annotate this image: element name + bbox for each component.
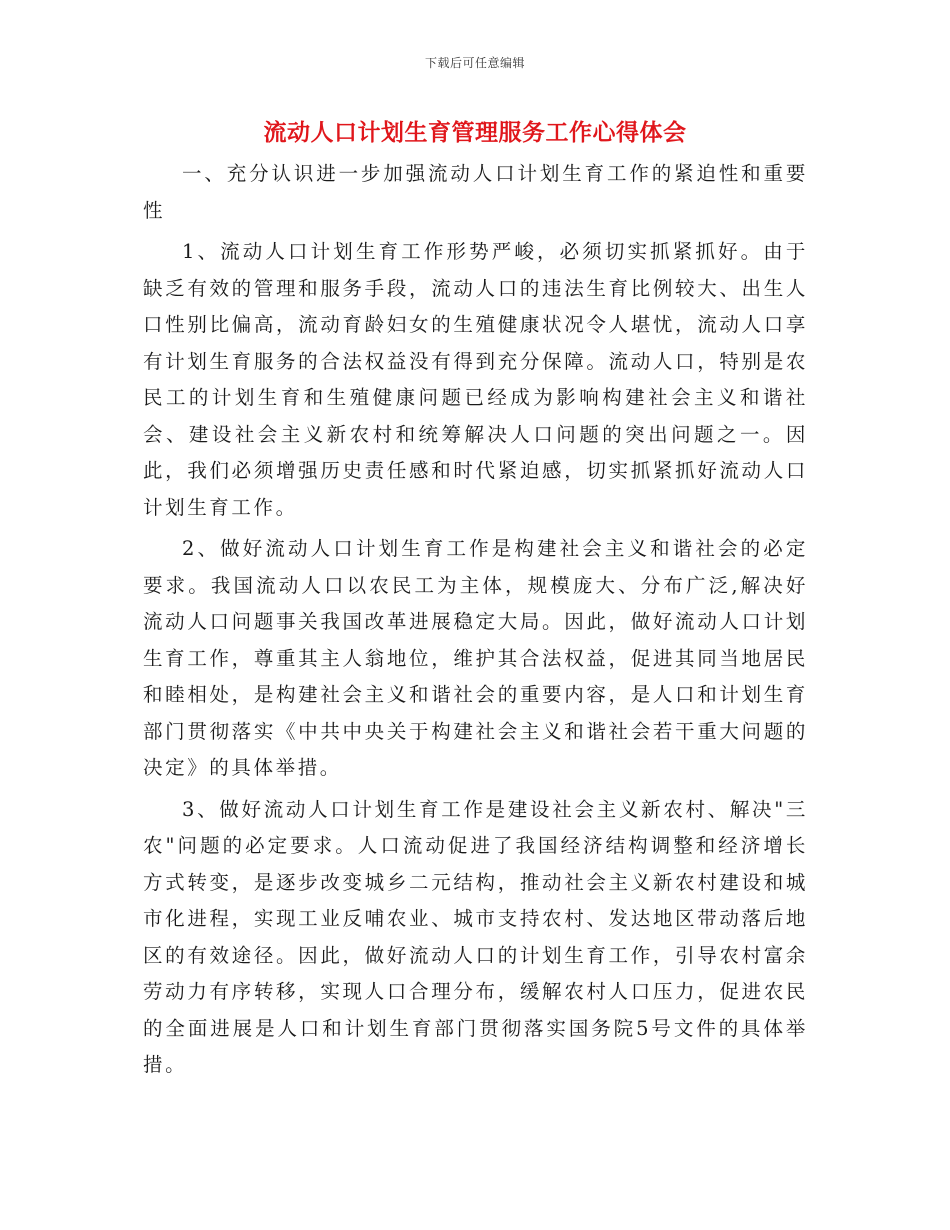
paragraph-3: 3、做好流动人口计划生育工作是建设社会主义新农村、解决"三农"问题的必定要求。人口流动促进了我国经济结构调整和经济增长方式转变，是逐步改变城乡二元结构，推动社会主义新农村建设和城市化进程，实现工业反哺农业、城市支持农村、发达地区带动落后地区的有效途径。因此，做好流动人口的计划生育工作，引导农村富余劳动力有序转移，实现人口合理分布，缓解农村人口压力，促进农民的全面进展是人口和计划生育部门贯彻落实国务院5号文件的具体举措。: [143, 797, 808, 1076]
paragraph-1: 1、流动人口计划生育工作形势严峻，必须切实抓紧抓好。由于缺乏有效的管理和服务手段，流动人口的违法生育比例较大、出生人口性别比偏高，流动育龄妇女的生殖健康状况令人堪忧，流动人口享有计划生育服务的合法权益没有得到充分保障。流动人口，特别是农民工的计划生育和生殖健康问题已经成为影响构建社会主义和谐社会、建设社会主义新农村和统筹解决人口问题的突出问题之一。因此，我们必须增强历史责任感和时代紧迫感，切实抓紧抓好流动人口计划生育工作。: [143, 240, 808, 519]
document-body: [143, 156, 808, 1089]
document-title: 流动人口计划生育管理服务工作心得体会: [263, 119, 687, 146]
header-note: 下载后可任意编辑: [424, 56, 525, 70]
section-heading-1: 一、充分认识进一步加强流动人口计划生育工作的紧迫性和重要性: [143, 162, 808, 222]
paragraph-2: 2、做好流动人口计划生育工作是构建社会主义和谐社会的必定要求。我国流动人口以农民工为主体，规模庞大、分布广泛,解决好流动人口问题事关我国改革进展稳定大局。因此，做好流动人口计划生育工作，尊重其主人翁地位，维护其合法权益，促进其同当地居民和睦相处，是构建社会主义和谐社会的重要内容，是人口和计划生育部门贯彻落实《中共中央关于构建社会主义和谐社会若干重大问题的决定》的具体举措。: [143, 537, 808, 779]
